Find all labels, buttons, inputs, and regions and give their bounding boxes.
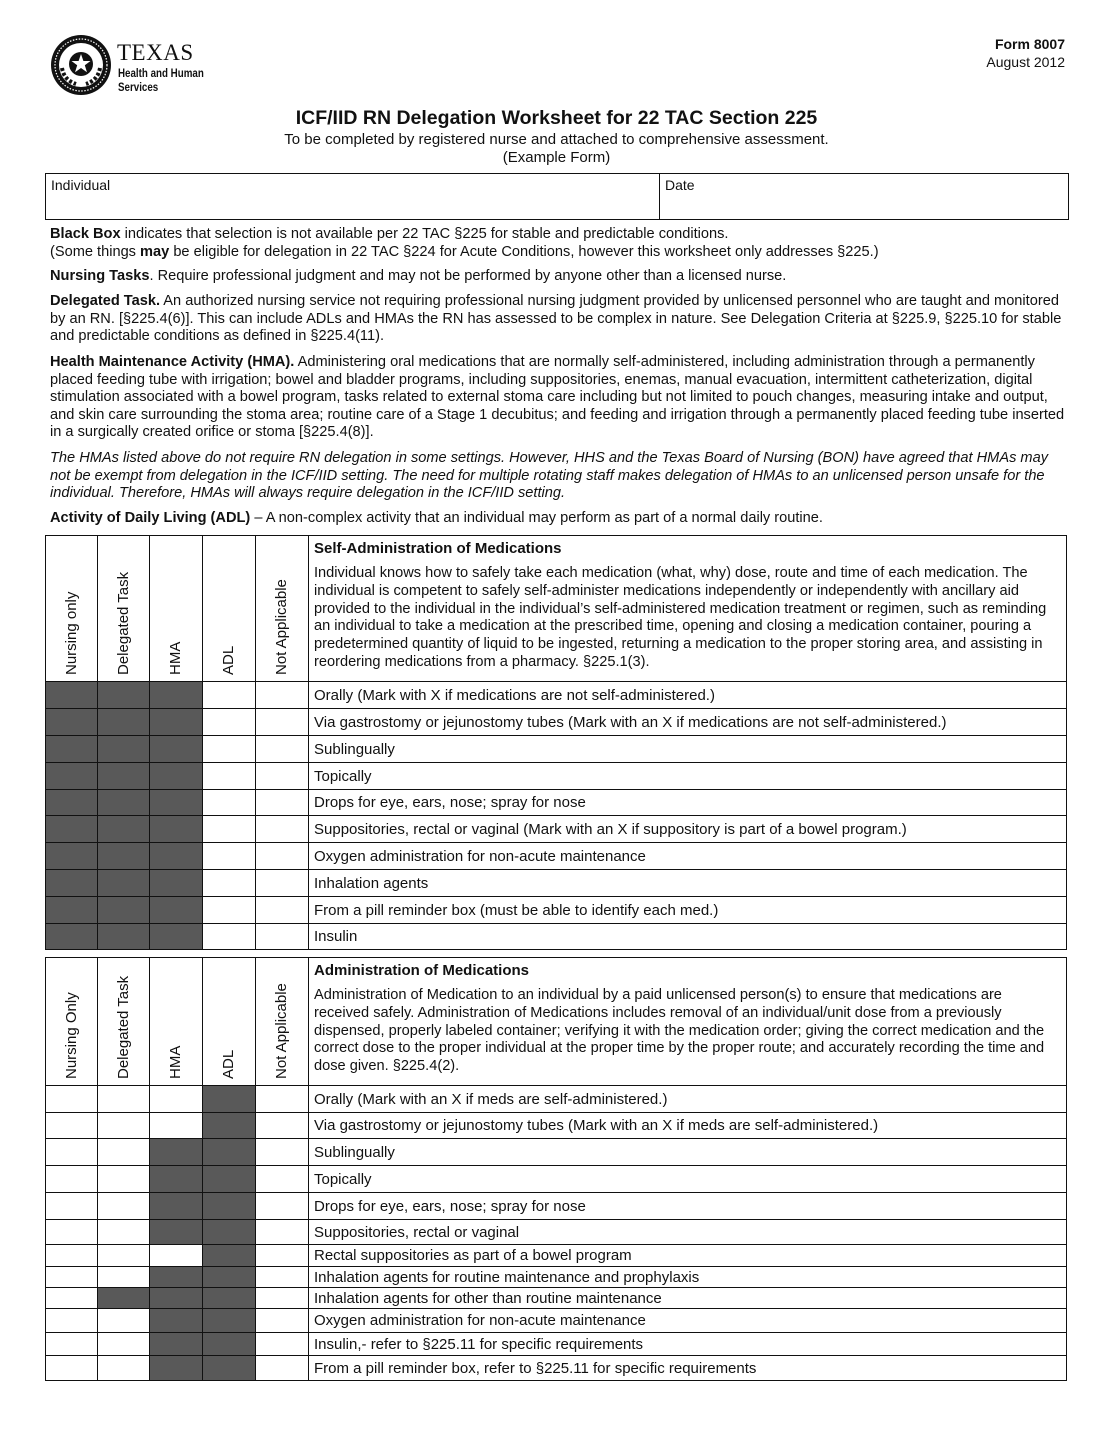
- blocked-cell-delegated-task: [98, 897, 150, 924]
- blocked-cell-delegated-task: [98, 843, 150, 870]
- page-subtitle: To be completed by registered nurse and attached to comprehensive assessment. (Example Form): [284, 131, 829, 166]
- delegated-task-definition: Delegated Task. An authorized nursing service not requiring professional nursing judgment provided by unlicensed personnel who are taught and monitored by an RN. [§225.4(6)]. This can include ADLs and HMAs the RN has assessed to be complex in nature. See Delegation Criteria at §225.9, §225.10 for stable and predictable conditions as defined in §225.4(11).: [50, 293, 1062, 344]
- checkbox-cell-hma[interactable]: [150, 1245, 203, 1267]
- col-hma: HMA: [150, 536, 203, 682]
- blocked-cell-delegated-task: [98, 870, 150, 897]
- blocked-cell-hma: [150, 924, 203, 950]
- blocked-cell-hma: [150, 870, 203, 897]
- blocked-cell-hma: [150, 1356, 203, 1381]
- blocked-cell-adl: [203, 1193, 256, 1220]
- table-row: [46, 1333, 1067, 1356]
- blocked-cell-delegated-task: [98, 763, 150, 790]
- table-row: [46, 843, 1067, 870]
- row-label: Drops for eye, ears, nose; spray for nose: [309, 790, 1067, 816]
- logo-texas-text: TEXAS: [117, 40, 194, 65]
- checkbox-cell-delegated-task[interactable]: [98, 1220, 150, 1245]
- row-label: Oxygen administration for non-acute maintenance: [309, 1309, 1067, 1333]
- checkbox-cell-not-applicable[interactable]: [256, 763, 309, 790]
- row-label: Suppositories, rectal or vaginal (Mark with an X if suppository is part of a bowel program.): [309, 816, 1067, 843]
- checkbox-cell-adl[interactable]: [203, 870, 256, 897]
- logo-subtitle: Health and Human Services: [118, 68, 204, 94]
- checkbox-cell-nursing-only[interactable]: [46, 1139, 98, 1166]
- checkbox-cell-nursing-only[interactable]: [46, 1333, 98, 1356]
- blocked-cell-adl: [203, 1113, 256, 1139]
- row-label: Drops for eye, ears, nose; spray for nose: [309, 1193, 1067, 1220]
- row-label: Orally (Mark with X if medications are not self-administered.): [309, 682, 1067, 709]
- checkbox-cell-delegated-task[interactable]: [98, 1267, 150, 1288]
- blocked-cell-hma: [150, 709, 203, 736]
- table-row: [46, 1166, 1067, 1193]
- blocked-cell-nursing-only: [46, 843, 98, 870]
- blocked-cell-delegated-task: [98, 924, 150, 950]
- checkbox-cell-delegated-task[interactable]: [98, 1245, 150, 1267]
- blocked-cell-nursing-only: [46, 897, 98, 924]
- table-row: [46, 1267, 1067, 1288]
- checkbox-cell-not-applicable[interactable]: [256, 709, 309, 736]
- blocked-cell-nursing-only: [46, 870, 98, 897]
- checkbox-cell-delegated-task[interactable]: [98, 1356, 150, 1381]
- blocked-cell-delegated-task: [98, 736, 150, 763]
- checkbox-cell-adl[interactable]: [203, 924, 256, 950]
- date-label: Date: [665, 177, 695, 193]
- table-row: [46, 1139, 1067, 1166]
- checkbox-cell-adl[interactable]: [203, 736, 256, 763]
- checkbox-cell-not-applicable[interactable]: [256, 790, 309, 816]
- blocked-cell-hma: [150, 1139, 203, 1166]
- col-adl: ADL: [203, 536, 256, 682]
- table-header-row: [46, 958, 1067, 1086]
- checkbox-cell-not-applicable[interactable]: [256, 1309, 309, 1333]
- row-label: Oxygen administration for non-acute maintenance: [309, 843, 1067, 870]
- blocked-cell-hma: [150, 1166, 203, 1193]
- col-nursing-only: Nursing Only: [46, 958, 98, 1086]
- blocked-cell-hma: [150, 1193, 203, 1220]
- table-row: [46, 816, 1067, 843]
- blocked-cell-nursing-only: [46, 736, 98, 763]
- row-label: Via gastrostomy or jejunostomy tubes (Mark with an X if meds are self-administered.): [309, 1113, 1067, 1139]
- table-row: [46, 1309, 1067, 1333]
- checkbox-cell-not-applicable[interactable]: [256, 1220, 309, 1245]
- hma-note: The HMAs listed above do not require RN delegation in some settings. However, HHS and the Texas Board of Nursing (BON) have agreed that HMAs may not be exempt from delegation in the ICF/IID setting. The need for multiple rotating staff makes delegation of HMAs to an unlicensed person unsafe for the individual. Therefore, HMAs will always require delegation in the ICF/IID setting.: [50, 450, 1048, 501]
- checkbox-cell-not-applicable[interactable]: [256, 1113, 309, 1139]
- blocked-cell-hma: [150, 816, 203, 843]
- table-row: [46, 1193, 1067, 1220]
- blocked-cell-nursing-only: [46, 763, 98, 790]
- blocked-cell-adl: [203, 1267, 256, 1288]
- col-adl: ADL: [203, 958, 256, 1086]
- section-title: Self-Administration of Medications: [314, 540, 562, 557]
- table-row: [46, 1245, 1067, 1267]
- blocked-cell-hma: [150, 736, 203, 763]
- col-nursing-only: Nursing only: [46, 536, 98, 682]
- blocked-cell-hma: [150, 843, 203, 870]
- individual-label: Individual: [51, 177, 111, 193]
- table-row: [46, 1113, 1067, 1139]
- blocked-cell-delegated-task: [98, 790, 150, 816]
- checkbox-cell-delegated-task[interactable]: [98, 1086, 150, 1113]
- col-hma: HMA: [150, 958, 203, 1086]
- blocked-cell-adl: [203, 1245, 256, 1267]
- texas-seal-icon: [50, 34, 112, 96]
- blocked-cell-hma: [150, 1309, 203, 1333]
- blocked-cell-hma: [150, 1333, 203, 1356]
- blocked-cell-delegated-task: [98, 1288, 150, 1309]
- checkbox-cell-nursing-only[interactable]: [46, 1166, 98, 1193]
- table-row: [46, 924, 1067, 950]
- row-label: Rectal suppositories as part of a bowel program: [309, 1245, 1067, 1267]
- row-label: From a pill reminder box (must be able to identify each med.): [309, 897, 1067, 924]
- row-label: Inhalation agents for other than routine maintenance: [309, 1288, 1067, 1309]
- table-row: [46, 1220, 1067, 1245]
- checkbox-cell-not-applicable[interactable]: [256, 1086, 309, 1113]
- form-date: August 2012: [986, 54, 1065, 70]
- checkbox-cell-hma[interactable]: [150, 1086, 203, 1113]
- individual-field[interactable]: [46, 174, 660, 219]
- checkbox-cell-adl[interactable]: [203, 709, 256, 736]
- blocked-cell-hma: [150, 763, 203, 790]
- row-label: Orally (Mark with an X if meds are self-administered.): [309, 1086, 1067, 1113]
- col-delegated-task: Delegated Task: [98, 536, 150, 682]
- blocked-cell-hma: [150, 1288, 203, 1309]
- checkbox-cell-not-applicable[interactable]: [256, 924, 309, 950]
- blocked-cell-adl: [203, 1220, 256, 1245]
- blocked-cell-adl: [203, 1139, 256, 1166]
- checkbox-cell-adl[interactable]: [203, 843, 256, 870]
- checkbox-cell-nursing-only[interactable]: [46, 1193, 98, 1220]
- checkbox-cell-not-applicable[interactable]: [256, 1193, 309, 1220]
- table-row: [46, 897, 1067, 924]
- page-title: ICF/IID RN Delegation Worksheet for 22 TAC Section 225: [295, 107, 818, 129]
- checkbox-cell-delegated-task[interactable]: [98, 1166, 150, 1193]
- checkbox-cell-not-applicable[interactable]: [256, 1333, 309, 1356]
- section-description: Self-Administration of Medications Individual knows how to safely take each medication (what, why) dose, route and time of each medication. The individual is competent to safely self-administer medications independently or independently with ancillary aid provided to the individual in the individual’s self-administered medication treatment or regimen, such as reminding an individual to take a medication at the prescribed time, opening and closing a medication container, pouring a predetermined quantity of liquid to be ingested, returning a medication to the proper storing area, and assisting in reordering medications from a pharmacy. §225.1(3).: [309, 536, 1067, 682]
- blocked-cell-delegated-task: [98, 682, 150, 709]
- checkbox-cell-not-applicable[interactable]: [256, 682, 309, 709]
- table-row: [46, 682, 1067, 709]
- blocked-cell-nursing-only: [46, 709, 98, 736]
- row-label: Insulin: [309, 924, 1067, 950]
- section-description: Administration of Medications Administration of Medication to an individual by a paid unlicensed person(s) to ensure that medications are received safely. Administration of Medications includes removal of an individual/unit dose from a previously dispensed, properly labeled container; verifying it with the medication order; giving the correct medication and the correct dose to the proper individual at the proper time by the proper route; and accurately recording the time and dose given. §225.4(2).: [309, 958, 1067, 1086]
- blocked-cell-hma: [150, 897, 203, 924]
- checkbox-cell-nursing-only[interactable]: [46, 1220, 98, 1245]
- checkbox-cell-not-applicable[interactable]: [256, 1139, 309, 1166]
- texas-hhs-logo: [50, 34, 230, 100]
- blocked-cell-adl: [203, 1288, 256, 1309]
- checkbox-cell-nursing-only[interactable]: [46, 1086, 98, 1113]
- blocked-cell-delegated-task: [98, 816, 150, 843]
- blocked-cell-hma: [150, 790, 203, 816]
- blocked-cell-adl: [203, 1309, 256, 1333]
- row-label: Suppositories, rectal or vaginal: [309, 1220, 1067, 1245]
- blocked-cell-hma: [150, 1220, 203, 1245]
- checkbox-cell-not-applicable[interactable]: [256, 1166, 309, 1193]
- checkbox-cell-adl[interactable]: [203, 816, 256, 843]
- blocked-cell-nursing-only: [46, 790, 98, 816]
- adl-definition: Activity of Daily Living (ADL) – A non-complex activity that an individual may perform as part of a normal daily routine.: [50, 510, 823, 526]
- checkbox-cell-not-applicable[interactable]: [256, 870, 309, 897]
- checkbox-cell-delegated-task[interactable]: [98, 1193, 150, 1220]
- checkbox-cell-adl[interactable]: [203, 897, 256, 924]
- table-row: [46, 763, 1067, 790]
- form-number-block: [986, 35, 1065, 71]
- checkbox-cell-nursing-only[interactable]: [46, 1267, 98, 1288]
- checkbox-cell-not-applicable[interactable]: [256, 1245, 309, 1267]
- nursing-tasks-definition: Nursing Tasks. Require professional judgment and may not be performed by anyone other than a licensed nurse.: [50, 268, 787, 284]
- row-label: Sublingually: [309, 1139, 1067, 1166]
- self-administration-table: [45, 535, 1067, 950]
- form-number: Form 8007: [994, 36, 1065, 52]
- checkbox-cell-nursing-only[interactable]: [46, 1356, 98, 1381]
- row-label: Sublingually: [309, 736, 1067, 763]
- table-row: [46, 1086, 1067, 1113]
- checkbox-cell-not-applicable[interactable]: [256, 843, 309, 870]
- table-row: [46, 870, 1067, 897]
- table-row: [46, 709, 1067, 736]
- checkbox-cell-adl[interactable]: [203, 682, 256, 709]
- section-title: Administration of Medications: [314, 962, 530, 979]
- blocked-cell-hma: [150, 1267, 203, 1288]
- checkbox-cell-delegated-task[interactable]: [98, 1309, 150, 1333]
- row-label: Via gastrostomy or jejunostomy tubes (Mark with an X if medications are not self-administered.): [309, 709, 1067, 736]
- col-delegated-task: Delegated Task: [98, 958, 150, 1086]
- row-label: Insulin,- refer to §225.11 for specific requirements: [309, 1333, 1067, 1356]
- administration-table: [45, 957, 1067, 1381]
- table-row: [46, 736, 1067, 763]
- black-box-definition: Black Box indicates that selection is not available per 22 TAC §225 for stable and predictable conditions. (Some things may be eligible for delegation in 22 TAC §224 for Acute Conditions, however this worksheet only addresses §225.): [50, 226, 879, 260]
- hma-definition: Health Maintenance Activity (HMA). Administering oral medications that are normally self-administered, including administration through a permanently placed feeding tube with irrigation; bowel and bladder programs, including suppositories, enemas, manual evacuation, intermittent catheterization, digital stimulation associated with a bowel program, tasks related to external stoma care including but not limited to pouch changes, measuring intake and output, and skin care surrounding the stoma area; routine care of a Stage 1 decubitus; and feeding and irrigation through a permanently placed feeding tube inserted in a surgically created orifice or stoma [§225.4(8)].: [50, 354, 1065, 440]
- blocked-cell-nursing-only: [46, 682, 98, 709]
- checkbox-cell-nursing-only[interactable]: [46, 1309, 98, 1333]
- blocked-cell-hma: [150, 682, 203, 709]
- row-label: From a pill reminder box, refer to §225.11 for specific requirements: [309, 1356, 1067, 1381]
- checkbox-cell-not-applicable[interactable]: [256, 1288, 309, 1309]
- blocked-cell-adl: [203, 1356, 256, 1381]
- blocked-cell-nursing-only: [46, 816, 98, 843]
- blocked-cell-delegated-task: [98, 709, 150, 736]
- table-row: [46, 1356, 1067, 1381]
- table-header-row: [46, 536, 1067, 682]
- row-label: Inhalation agents for routine maintenance and prophylaxis: [309, 1267, 1067, 1288]
- blocked-cell-adl: [203, 1333, 256, 1356]
- checkbox-cell-not-applicable[interactable]: [256, 897, 309, 924]
- col-not-applicable: Not Applicable: [256, 536, 309, 682]
- blocked-cell-adl: [203, 1166, 256, 1193]
- checkbox-cell-delegated-task[interactable]: [98, 1139, 150, 1166]
- checkbox-cell-nursing-only[interactable]: [46, 1245, 98, 1267]
- blocked-cell-nursing-only: [46, 924, 98, 950]
- checkbox-cell-adl[interactable]: [203, 790, 256, 816]
- identification-fields: [45, 173, 1069, 220]
- table-row: [46, 1288, 1067, 1309]
- checkbox-cell-not-applicable[interactable]: [256, 1267, 309, 1288]
- row-label: Inhalation agents: [309, 870, 1067, 897]
- checkbox-cell-not-applicable[interactable]: [256, 1356, 309, 1381]
- blocked-cell-adl: [203, 1086, 256, 1113]
- checkbox-cell-adl[interactable]: [203, 763, 256, 790]
- checkbox-cell-nursing-only[interactable]: [46, 1288, 98, 1309]
- checkbox-cell-delegated-task[interactable]: [98, 1333, 150, 1356]
- checkbox-cell-hma[interactable]: [150, 1113, 203, 1139]
- row-label: Topically: [309, 763, 1067, 790]
- date-field[interactable]: [660, 174, 1068, 219]
- row-label: Topically: [309, 1166, 1067, 1193]
- checkbox-cell-not-applicable[interactable]: [256, 736, 309, 763]
- col-not-applicable: Not Applicable: [256, 958, 309, 1086]
- table-row: [46, 790, 1067, 816]
- checkbox-cell-delegated-task[interactable]: [98, 1113, 150, 1139]
- checkbox-cell-not-applicable[interactable]: [256, 816, 309, 843]
- checkbox-cell-nursing-only[interactable]: [46, 1113, 98, 1139]
